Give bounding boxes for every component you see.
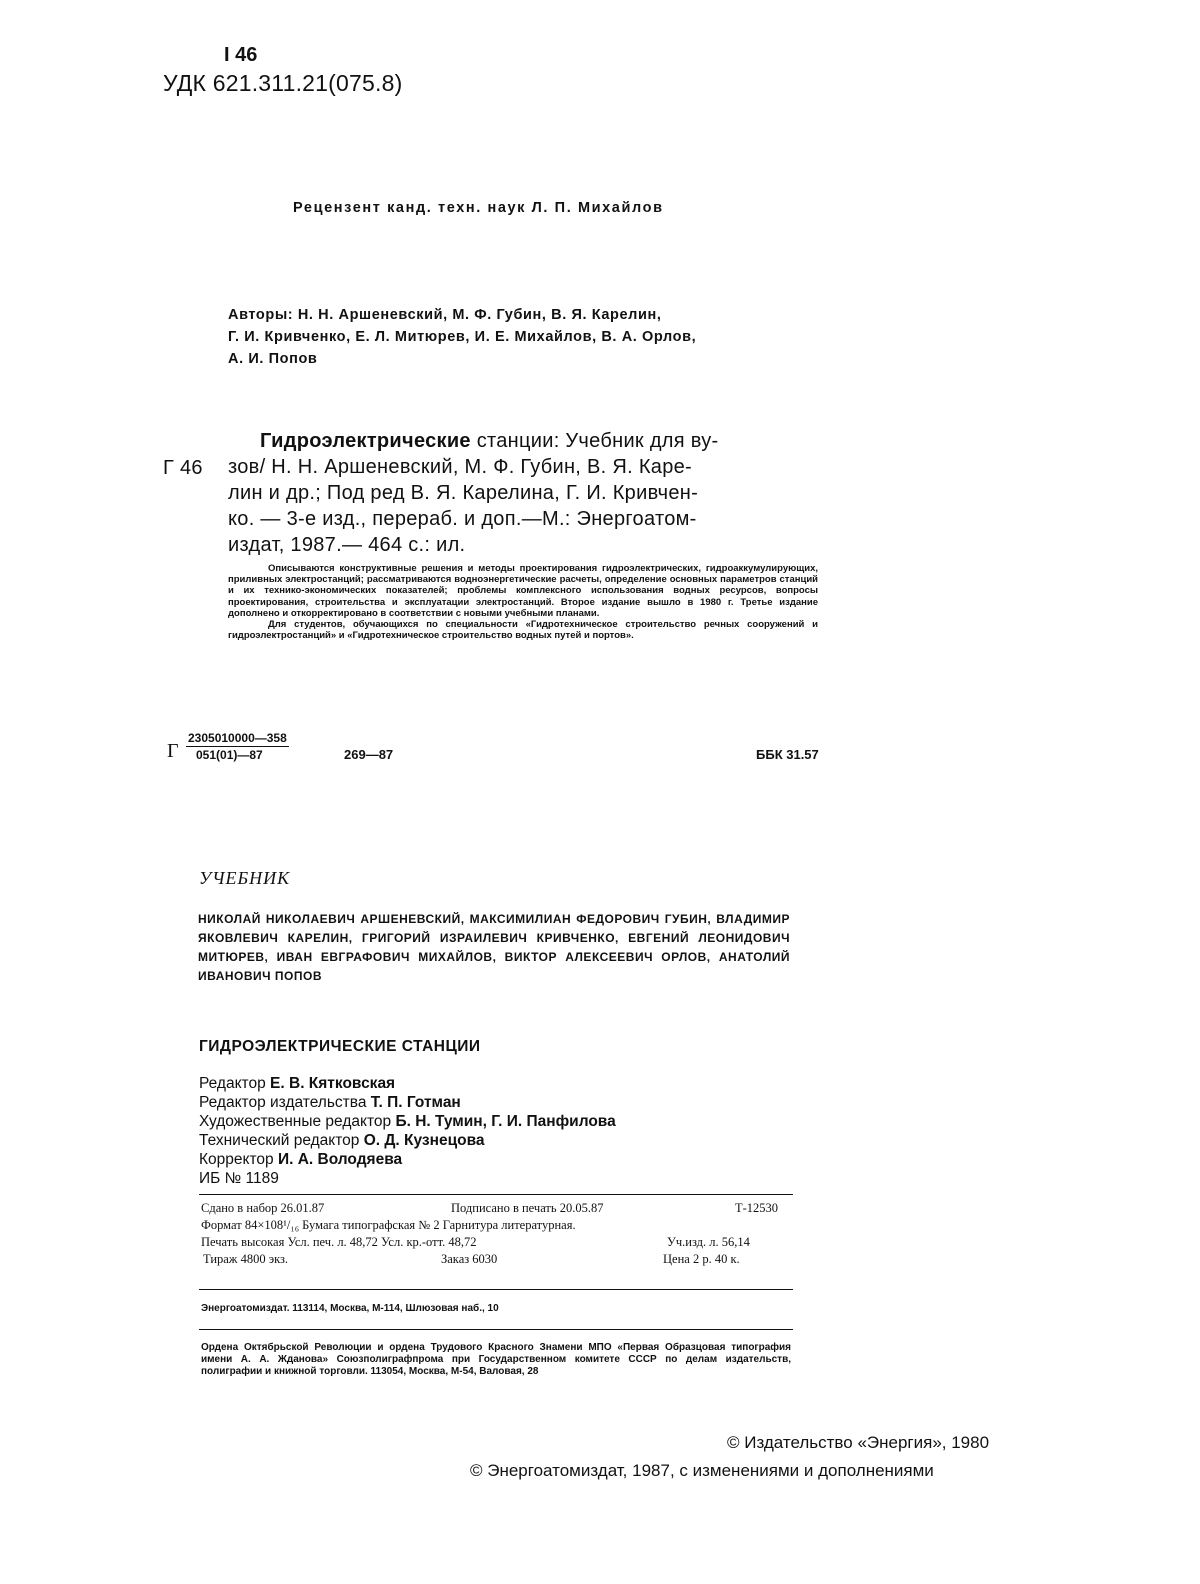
imprint-row: Печать высокая Усл. печ. л. 48,72 Усл. кр.-отт. 48,72 Уч.изд. л. 56,14 <box>201 1235 750 1249</box>
credit-row: Редактор Е. В. Кятковская <box>199 1075 396 1092</box>
bbk-code: ББК 31.57 <box>756 747 819 762</box>
abstract <box>228 563 818 641</box>
abstract-paragraph: Описываются конструктивные решения и методы проектирования гидроэлектрических, гидроаккумулирующих, приливных электростанций; рассматриваются водноэнергетические расчеты, определение основных параметров станций и их технико-экономических показателей; проблемы комплексного использования водных ресурсов, вопросы проектирования, строительства и эксплуатации электростанций. Второе издание вышло в 1980 г. Третье издание дополнено и откорректировано в соответствии с новыми учебными планами. <box>228 563 818 619</box>
credits-list <box>199 1074 616 1188</box>
classification-letter: Г <box>167 740 179 762</box>
fraction-denominator: 051(01)—87 <box>196 748 263 762</box>
bib-description <box>228 428 719 558</box>
publisher-address: Энергоатомиздат. 113114, Москва, М-114, Шлюзовая наб., 10 <box>201 1303 499 1314</box>
book-type: УЧЕБНИК <box>199 868 291 888</box>
catalog-code: I 46 <box>224 44 258 66</box>
classification-fraction <box>186 731 289 762</box>
divider <box>199 1194 793 1195</box>
printer-info: Ордена Октябрьской Революции и ордена Трудового Красного Знамени МПО «Первая Образцовая типография имени А. А. Жданова» Союзполиграфпрома при Государственном комитете СССР по делам издательств, полиграфии и книжной торговли. 113054, Москва, М-54, Валовая, 28 <box>201 1342 791 1377</box>
credit-row: Редактор издательства Т. П. Готман <box>199 1094 461 1111</box>
authors-line: Г. И. Кривченко, Е. Л. Митюрев, И. Е. Михайлов, В. А. Орлов, <box>228 329 697 345</box>
author-full-names: НИКОЛАЙ НИКОЛАЕВИЧ АРШЕНЕВСКИЙ, МАКСИМИЛИАН ФЕДОРОВИЧ ГУБИН, ВЛАДИМИР ЯКОВЛЕВИЧ КАРЕЛИН, ГРИГОРИЙ ИЗРАИЛЕВИЧ КРИВЧЕНКО, ЕВГЕНИЙ ЛЕОНИДОВИЧ МИТЮРЕВ, ИВАН ЕВГРАФОВИЧ МИХАЙЛОВ, ВИКТОР АЛЕКСЕЕВИЧ ОРЛОВ, АНАТОЛИЙ ИВАНОВИЧ ПОПОВ <box>198 912 790 983</box>
bib-line <box>228 428 719 454</box>
authors-line: Авторы: Н. Н. Аршеневский, М. Ф. Губин, В. Я. Карелин, <box>228 307 662 323</box>
bib-line: ко. — 3-е изд., перераб. и доп.—М.: Энергоатом- <box>228 508 697 530</box>
abstract-paragraph: Для студентов, обучающихся по специальности «Гидротехническое строительство речных сооружений и гидроэлектростанций» и «Гидротехническое строительство водных путей и портов». <box>228 619 818 642</box>
bib-line: зов/ Н. Н. Аршеневский, М. Ф. Губин, В. Я. Каре- <box>228 456 693 478</box>
authors-line: А. И. Попов <box>228 351 318 367</box>
ib-number: ИБ № 1189 <box>199 1170 279 1187</box>
copyright-line: © Энергоатомиздат, 1987, с изменениями и дополнениями <box>470 1461 934 1480</box>
credit-row: Технический редактор О. Д. Кузнецова <box>199 1132 485 1149</box>
divider <box>199 1329 793 1330</box>
credit-row: Корректор И. А. Володяева <box>199 1151 403 1168</box>
reviewer-line: Рецензент канд. техн. наук Л. П. Михайлов <box>293 200 664 216</box>
divider <box>199 1289 793 1290</box>
imprint-row: Тираж 4800 экз. Заказ 6030 Цена 2 р. 40 к. <box>203 1252 740 1266</box>
bib-line: лин и др.; Под ред В. Я. Карелина, Г. И. Кривчен- <box>228 482 699 504</box>
bib-line: издат, 1987.— 464 с.: ил. <box>228 534 466 556</box>
bib-line-text: станции: Учебник для ву- <box>470 430 719 452</box>
imprint-row: Сдано в набор 26.01.87 Подписано в печать 20.05.87 Т-12530 <box>201 1201 779 1215</box>
fraction-numerator: 2305010000—358 <box>188 731 287 745</box>
udk-code: УДК 621.311.21(075.8) <box>163 70 403 96</box>
imprint <box>199 1200 793 1268</box>
bib-index: Г 46 <box>163 457 203 479</box>
credit-row: Художественные редактор Б. Н. Тумин, Г. И. Панфилова <box>199 1113 616 1130</box>
book-title: ГИДРОЭЛЕКТРИЧЕСКИЕ СТАНЦИИ <box>199 1038 481 1055</box>
authors-block <box>228 304 696 370</box>
classification-code: 269—87 <box>344 747 394 762</box>
bib-title: Гидроэлектрические <box>260 430 471 452</box>
imprint-row: Формат 84×108¹/₁₆ Бумага типографская № 2 Гарнитура литературная. <box>201 1218 576 1232</box>
copyright-line: © Издательство «Энергия», 1980 <box>727 1433 990 1452</box>
